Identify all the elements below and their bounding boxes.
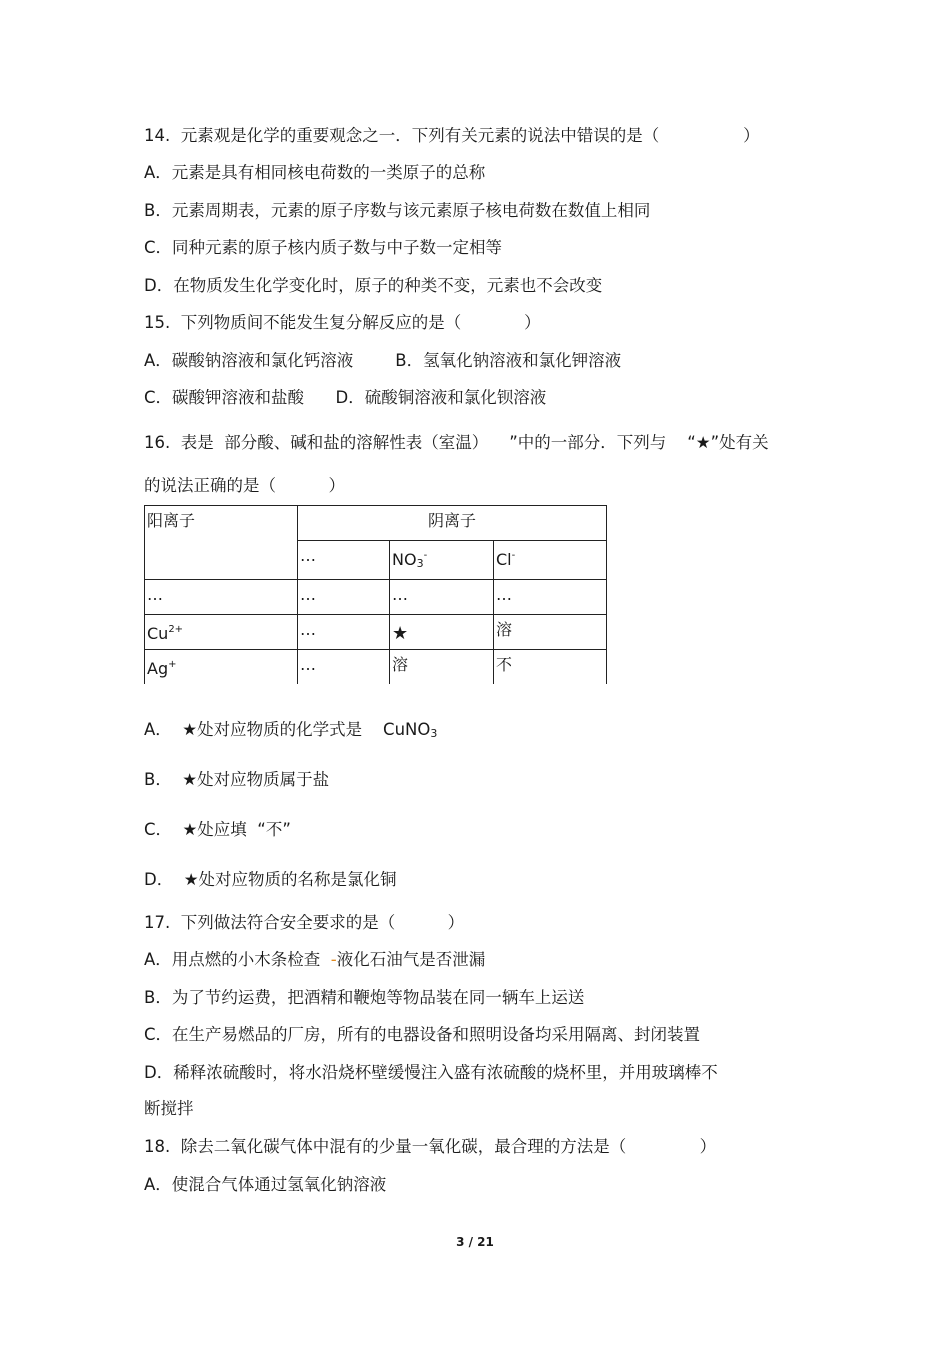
q17-option-d-line1: D．稀释浓硫酸时，将水沿烧杯壁缓慢注入盛有浓硫酸的烧杯里，并用玻璃棒不 <box>144 1063 718 1082</box>
table-cell: 不 <box>494 650 607 685</box>
table-cell: 溶 <box>390 650 494 685</box>
table-cell: … <box>298 615 390 650</box>
q16-option-d: D． ★处对应物质的名称是氯化铜 <box>144 870 397 889</box>
q17-option-c: C．在生产易燃品的厂房，所有的电器设备和照明设备均采用隔离、封闭装置 <box>144 1025 701 1044</box>
q15-stem: 15. 下列物质间不能发生复分解反应的是（ ） <box>144 313 541 332</box>
anion-cl: Cl- <box>494 541 607 580</box>
q18-option-a: A．使混合气体通过氢氧化钠溶液 <box>144 1175 387 1194</box>
q15-options-cd: C．碳酸钾溶液和盐酸 D．硫酸铜溶液和氯化钡溶液 <box>144 388 547 407</box>
q16-stem-line2: 的说法正确的是（ ） <box>144 476 345 495</box>
solubility-table <box>144 505 607 684</box>
table-cell: … <box>390 580 494 615</box>
q14-option-c: C．同种元素的原子核内质子数与中子数一定相等 <box>144 238 503 257</box>
q17-option-b: B．为了节约运费，把酒精和鞭炮等物品装在同一辆车上运送 <box>144 988 585 1007</box>
q17-stem: 17. 下列做法符合安全要求的是（ ） <box>144 913 465 932</box>
q18-stem: 18. 除去二氧化碳气体中混有的少量一氧化碳，最合理的方法是（ ） <box>144 1137 717 1156</box>
table-cell: … <box>145 580 298 615</box>
q17-option-a: A．用点燃的小木条检查 -液化石油气是否泄漏 <box>144 950 486 969</box>
table-cell: … <box>298 650 390 685</box>
anion-header: 阴离子 <box>298 506 607 541</box>
cation-header: 阳离子 <box>145 506 298 580</box>
q14-option-b: B．元素周期表，元素的原子序数与该元素原子核电荷数在数值上相同 <box>144 201 651 220</box>
cation-cu: $Cu^{2+}$ <box>145 615 298 650</box>
q14-option-d: D．在物质发生化学变化时，原子的种类不变，元素也不会改变 <box>144 276 603 295</box>
anion-no3: $NO_3^-$ <box>390 541 494 580</box>
q16-option-c: C． ★处应填 “不” <box>144 820 291 839</box>
q16-option-b: B． ★处对应物质属于盐 <box>144 770 330 789</box>
anion-ellipsis: … <box>298 541 390 580</box>
q14-stem: 14. 元素观是化学的重要观念之一．下列有关元素的说法中错误的是（ ） <box>144 126 760 145</box>
cation-ag: Ag+ <box>145 650 298 685</box>
table-cell: … <box>494 580 607 615</box>
table-cell: … <box>298 580 390 615</box>
q14-option-a: A．元素是具有相同核电荷数的一类原子的总称 <box>144 163 486 182</box>
star-cell: ★ <box>390 615 494 650</box>
q17-option-d-line2: 断搅拌 <box>144 1099 194 1118</box>
table-cell: 溶 <box>494 615 607 650</box>
page-number: 3 / 21 <box>456 1235 494 1249</box>
q16-option-a: A． ★处对应物质的化学式是 CuNO$_3$ <box>144 720 438 740</box>
q16-stem-line1: 16. 表是 部分酸、碱和盐的溶解性表（室温） ”中的一部分．下列与 “★”处有关 <box>144 433 769 452</box>
q15-options-ab: A．碳酸钠溶液和氯化钙溶液 B．氢氧化钠溶液和氯化钾溶液 <box>144 351 622 370</box>
